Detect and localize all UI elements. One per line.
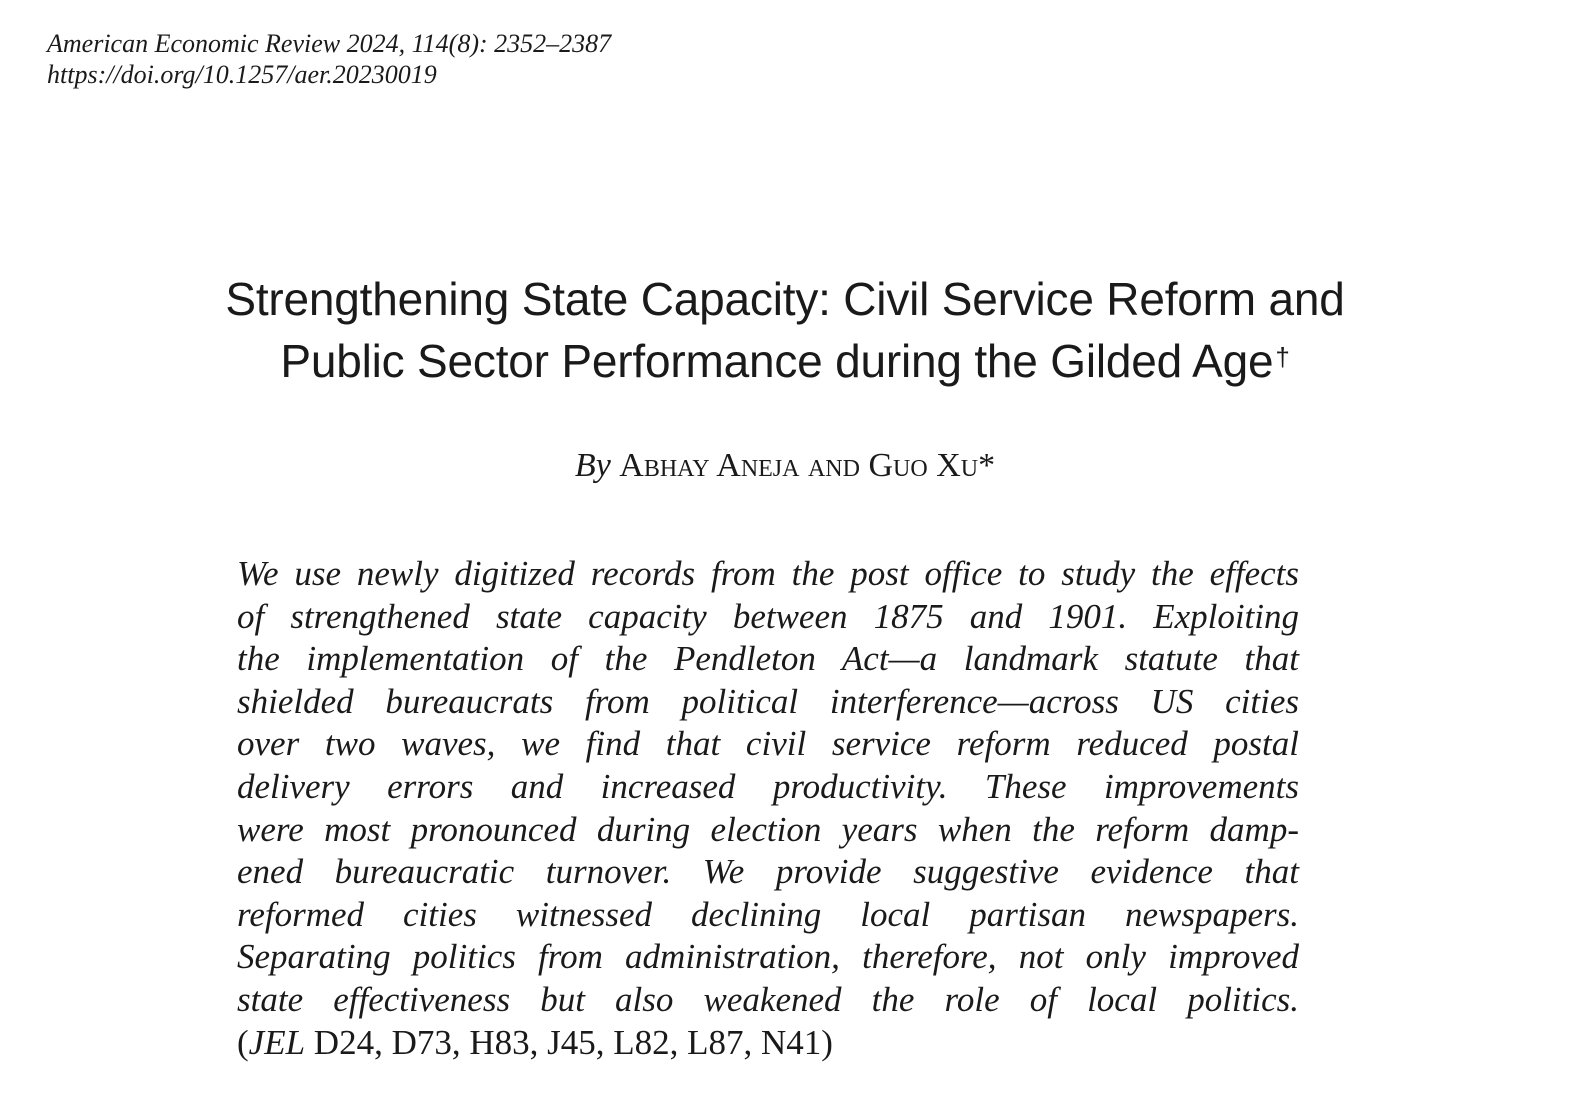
abstract-line: state effectiveness but also weakened the role of local politics.: [237, 979, 1299, 1019]
author-byline: [0, 446, 1570, 486]
jel-open-paren: (: [237, 1022, 249, 1062]
jel-codes: D24, D73, H83, J45, L82, L87, N41): [305, 1022, 833, 1062]
abstract-line: ened bureaucratic turnover. We provide suggestive evidence that: [237, 852, 1299, 892]
byline-prefix: By: [574, 447, 611, 484]
title-line-2: [0, 330, 1570, 392]
title-line-2-text: Public Sector Performance during the Gilded Age: [280, 335, 1274, 387]
abstract: [237, 553, 1299, 1064]
abstract-line: shielded bureaucrats from political interference—across US cities: [237, 681, 1299, 721]
title-line-1: Strengthening State Capacity: Civil Service Reform and: [225, 273, 1345, 325]
jel-classification: [237, 1022, 1299, 1065]
abstract-line: over two waves, we find that civil service reform reduced postal: [237, 724, 1299, 764]
abstract-line: We use newly digitized records from the post office to study the effects: [237, 554, 1299, 593]
journal-citation: American Economic Review 2024, 114(8): 2352–2387: [47, 29, 612, 58]
title-footnote-mark[interactable]: †: [1275, 342, 1290, 372]
abstract-line: delivery errors and increased productivity. These improvements: [237, 766, 1299, 806]
doi-link[interactable]: https://doi.org/10.1257/aer.20230019: [47, 60, 437, 89]
abstract-line: Separating politics from administration, therefore, not only improved: [237, 937, 1299, 977]
paper-title: [0, 268, 1570, 392]
jel-label: JEL: [248, 1022, 306, 1062]
abstract-line: of strengthened state capacity between 1875 and 1901. Exploiting: [237, 596, 1299, 636]
abstract-line: were most pronounced during election years when the reform damp-: [237, 809, 1299, 849]
journal-header: [47, 28, 611, 90]
abstract-line: reformed cities witnessed declining local partisan newspapers.: [237, 894, 1299, 934]
author-footnote-mark[interactable]: *: [978, 447, 996, 484]
author-names: Abhay Aneja and Guo Xu: [619, 447, 979, 484]
abstract-line: the implementation of the Pendleton Act—a landmark statute that: [237, 639, 1299, 679]
